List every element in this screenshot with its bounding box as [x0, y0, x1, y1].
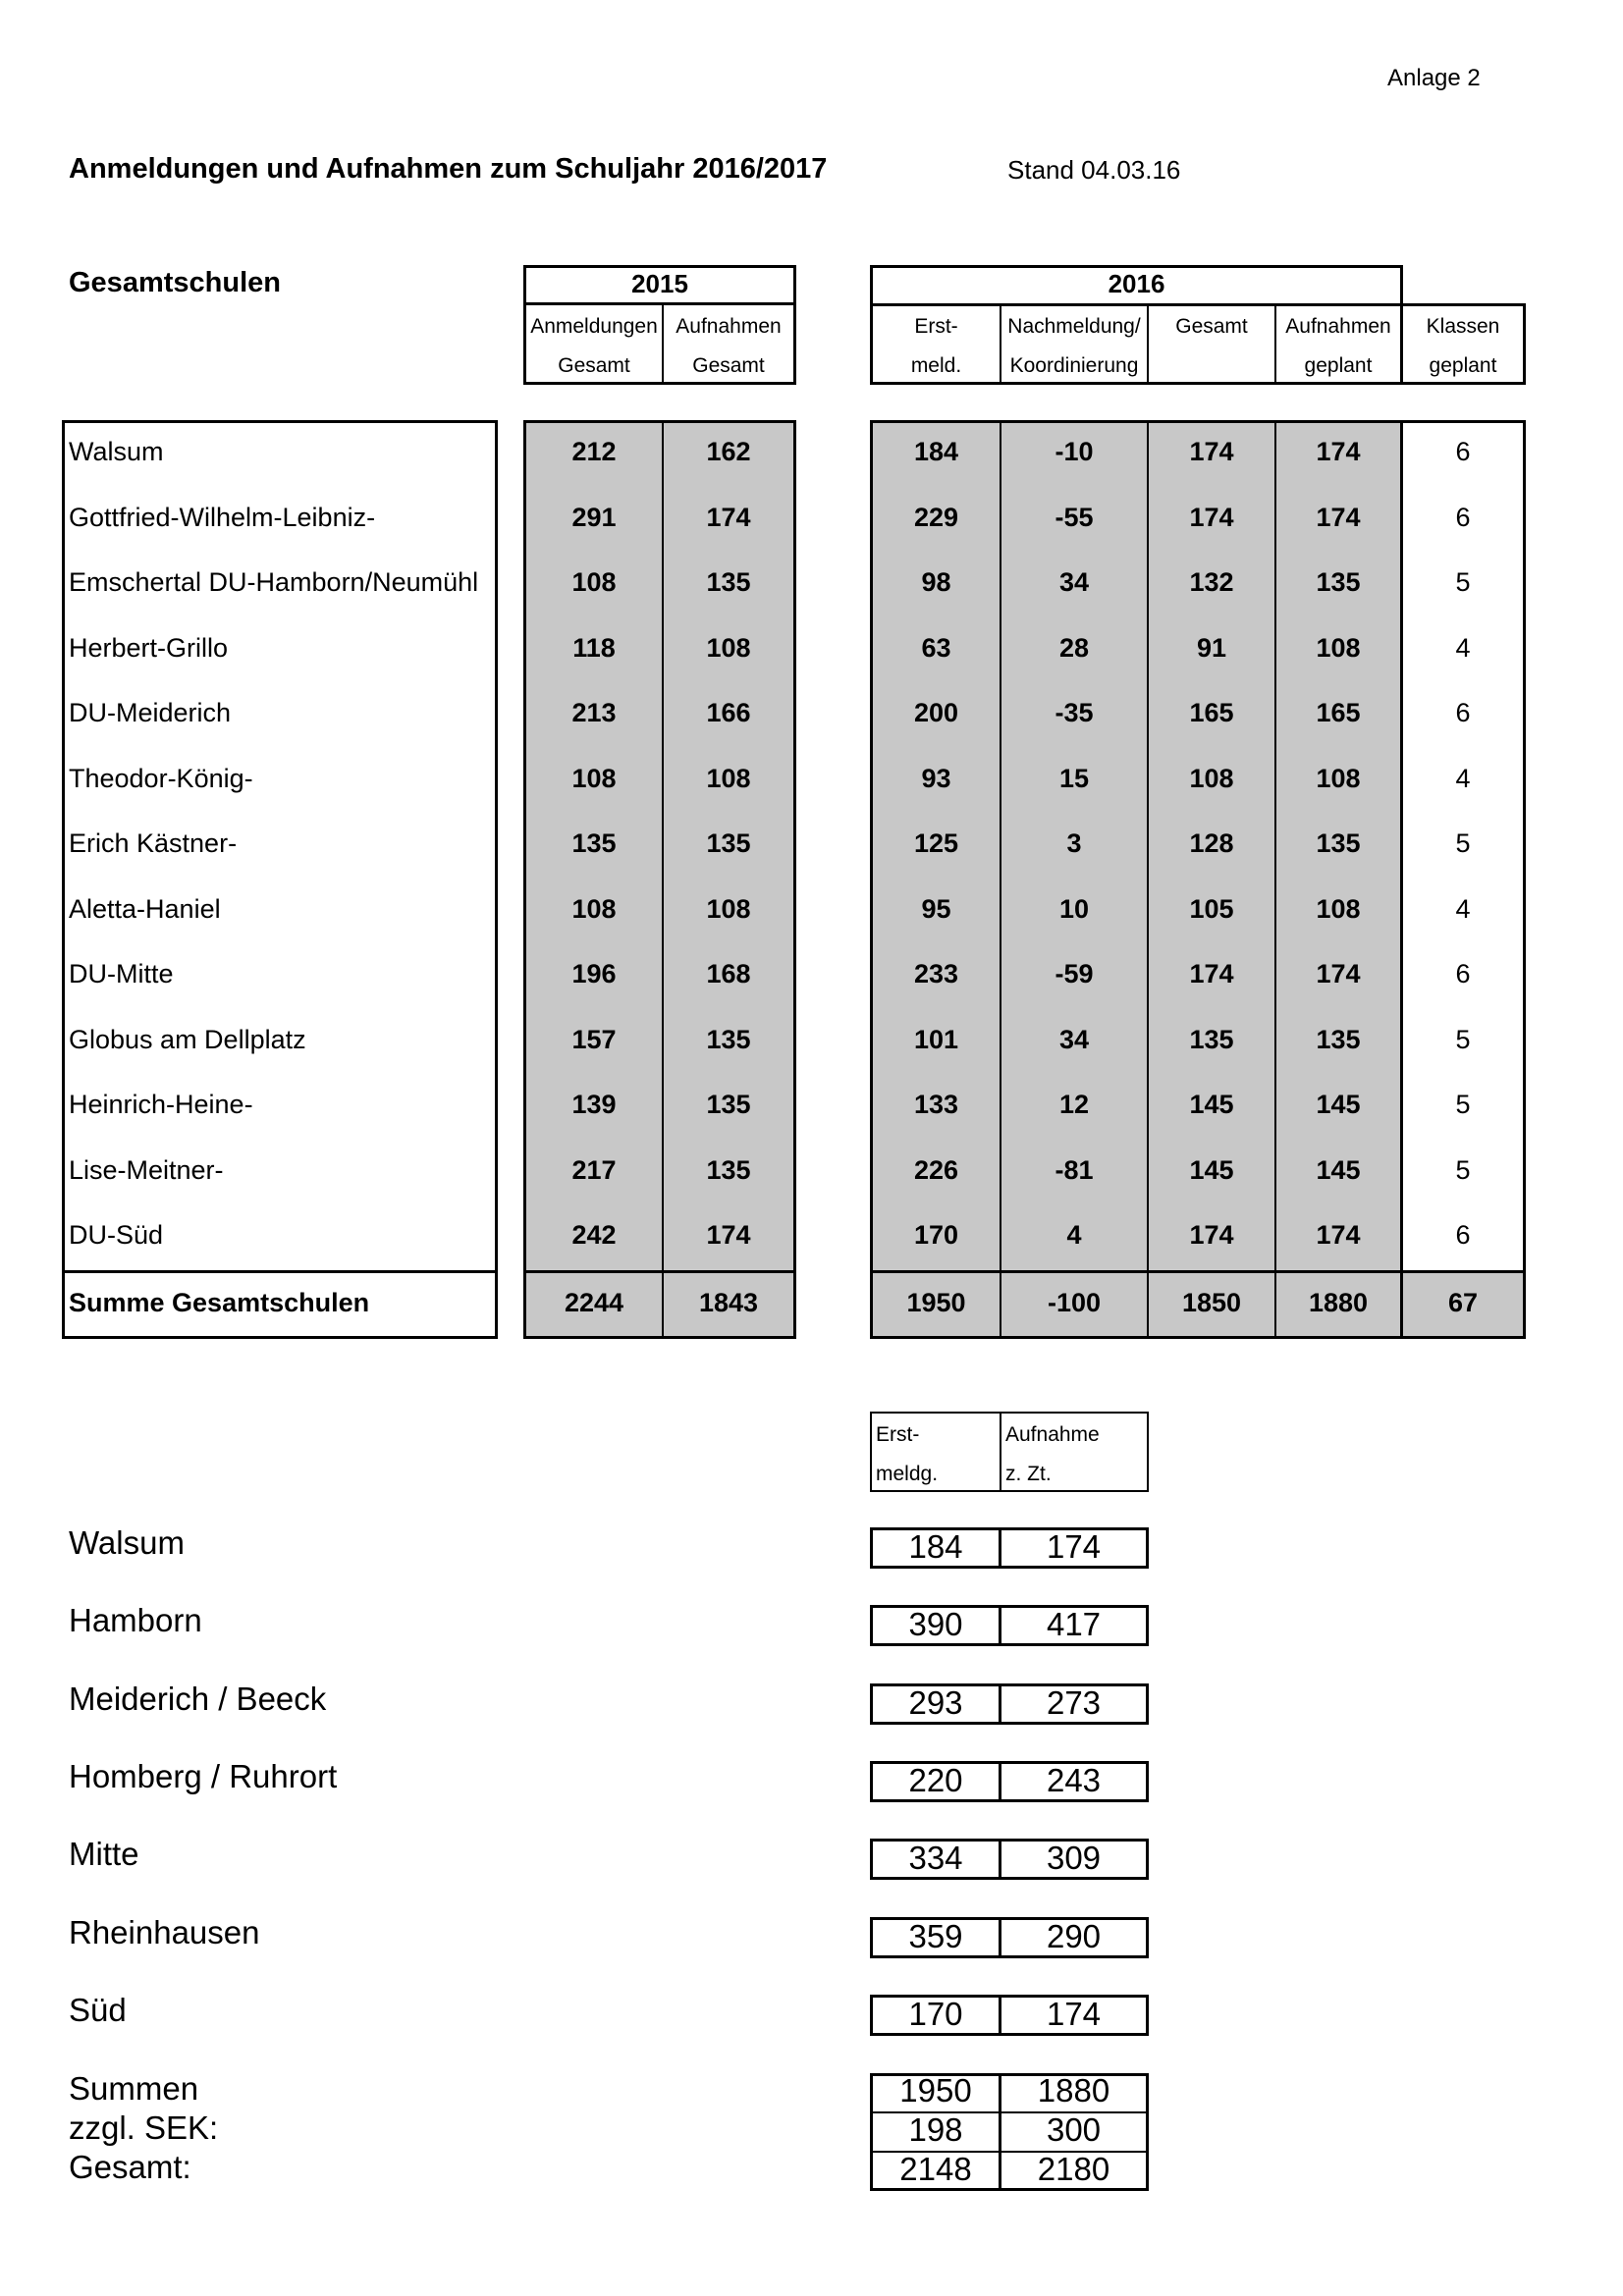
- table-cell: 174: [1316, 959, 1361, 988]
- data-2015-frame: [523, 420, 796, 1339]
- table-cell: 6: [1455, 1220, 1471, 1250]
- table-cell: 133: [913, 1090, 959, 1119]
- region-name: Walsum: [69, 1524, 185, 1561]
- table-cell: 6: [1455, 959, 1471, 988]
- table-cell: 4: [1455, 764, 1471, 793]
- school-name: Heinrich-Heine-: [69, 1090, 253, 1119]
- table-cell: 168: [706, 959, 751, 988]
- table-cell: 118: [572, 633, 616, 663]
- table-cell: 135: [706, 1025, 751, 1054]
- table-cell: 174: [1189, 503, 1234, 532]
- header-c2a: Aufnahmen: [676, 315, 782, 338]
- table-cell: 6: [1455, 503, 1471, 532]
- table-cell: -35: [1055, 698, 1094, 727]
- table-cell: 217: [571, 1155, 617, 1185]
- table-cell: 165: [1189, 698, 1234, 727]
- table-cell: 108: [1316, 633, 1361, 663]
- table-cell: 174: [706, 503, 751, 532]
- sum-cell-5: 1880: [1308, 1288, 1369, 1317]
- header-c6a: Aufnahmen: [1285, 315, 1391, 338]
- small-header-divider: [1000, 1412, 1001, 1492]
- small-header-c2b: z. Zt.: [1005, 1463, 1052, 1485]
- region-erstmeldung: 293: [908, 1684, 963, 1721]
- data-2016-div-3: [1274, 420, 1276, 1339]
- header-year-2015: 2015: [631, 269, 688, 298]
- table-cell: 212: [571, 437, 617, 466]
- names-sum-divider: [62, 1270, 498, 1273]
- table-cell: 108: [571, 894, 617, 924]
- table-cell: 34: [1058, 567, 1090, 597]
- page-title: Anmeldungen und Aufnahmen zum Schuljahr 2016/2017: [69, 153, 828, 185]
- region-aufnahme: 309: [1046, 1840, 1102, 1876]
- sum-cell-2: 1950: [906, 1288, 966, 1317]
- table-cell: 5: [1455, 567, 1471, 597]
- sum-cell-6: 67: [1447, 1288, 1479, 1317]
- small-header-c1a: Erst-: [876, 1423, 920, 1446]
- sum-cell-4: 1850: [1181, 1288, 1242, 1317]
- table-cell: 128: [1189, 828, 1234, 858]
- region-erstmeldung: 359: [908, 1918, 963, 1954]
- header-c4b: Koordinierung: [1009, 354, 1139, 377]
- table-cell: 213: [571, 698, 617, 727]
- region-name: Homberg / Ruhrort: [69, 1758, 338, 1794]
- header-2015-divider: [523, 302, 796, 305]
- school-name: Emschertal DU-Hamborn/Neumühl: [69, 567, 479, 597]
- names-frame: [62, 420, 498, 1339]
- region-name: Meiderich / Beeck: [69, 1681, 327, 1717]
- table-cell: 174: [1189, 437, 1234, 466]
- table-cell: 291: [571, 503, 617, 532]
- table-cell: 93: [921, 764, 951, 793]
- table-cell: 135: [706, 1090, 751, 1119]
- table-cell: 145: [1189, 1090, 1234, 1119]
- header-c5a: Gesamt: [1175, 315, 1248, 338]
- table-cell: 5: [1455, 828, 1471, 858]
- table-cell: 4: [1455, 894, 1471, 924]
- table-cell: 3: [1066, 828, 1082, 858]
- small-header-c1b: meldg.: [876, 1463, 939, 1485]
- table-cell: -55: [1055, 503, 1094, 532]
- table-cell: 174: [1316, 1220, 1361, 1250]
- region-erstmeldung: 390: [908, 1606, 963, 1642]
- school-name: Gottfried-Wilhelm-Leibniz-: [69, 503, 376, 532]
- header-c7a: Klassen: [1426, 315, 1500, 338]
- region-name: Hamborn: [69, 1602, 202, 1638]
- table-cell: 174: [1189, 959, 1234, 988]
- table-cell: 108: [706, 894, 751, 924]
- table-cell: 5: [1455, 1025, 1471, 1054]
- table-cell: 242: [571, 1220, 617, 1250]
- school-name: Walsum: [69, 437, 164, 466]
- table-cell: 108: [1316, 894, 1361, 924]
- table-cell: 6: [1455, 437, 1471, 466]
- header-c4a: Nachmeldung/: [1007, 315, 1141, 338]
- table-cell: -59: [1055, 959, 1094, 988]
- table-cell: 108: [1316, 764, 1361, 793]
- table-cell: 165: [1316, 698, 1361, 727]
- table-cell: 174: [1316, 503, 1361, 532]
- region-erstmeldung: 170: [908, 1996, 963, 2032]
- totals-erstmeldung: 2148: [899, 2151, 972, 2187]
- school-name: Erich Kästner-: [69, 828, 238, 858]
- table-cell: -10: [1055, 437, 1094, 466]
- header-c7b: geplant: [1429, 354, 1497, 377]
- table-cell: 162: [706, 437, 751, 466]
- sum-row-name: Summe Gesamtschulen: [69, 1288, 370, 1317]
- data-2015-sum-divider: [523, 1270, 796, 1273]
- region-erstmeldung: 184: [908, 1528, 963, 1565]
- anlage-label: Anlage 2: [1387, 65, 1481, 91]
- section-title: Gesamtschulen: [69, 267, 281, 298]
- table-cell: 6: [1455, 698, 1471, 727]
- table-cell: 4: [1066, 1220, 1082, 1250]
- region-name: Rheinhausen: [69, 1914, 260, 1950]
- totals-name: Summen: [69, 2070, 199, 2107]
- table-cell: 145: [1189, 1155, 1234, 1185]
- school-name: DU-Mitte: [69, 959, 174, 988]
- totals-aufnahme: 1880: [1037, 2072, 1110, 2109]
- table-cell: 174: [706, 1220, 751, 1250]
- table-cell: 166: [706, 698, 751, 727]
- table-cell: 135: [1316, 828, 1361, 858]
- table-cell: 174: [1316, 437, 1361, 466]
- table-cell: 63: [921, 633, 951, 663]
- table-cell: 125: [913, 828, 959, 858]
- region-aufnahme: 290: [1046, 1918, 1102, 1954]
- totals-name: Gesamt:: [69, 2149, 191, 2185]
- table-cell: 184: [913, 437, 959, 466]
- header-c6b: geplant: [1304, 354, 1373, 377]
- region-aufnahme: 273: [1046, 1684, 1102, 1721]
- table-cell: 12: [1058, 1090, 1090, 1119]
- region-aufnahme: 174: [1046, 1996, 1102, 2032]
- table-cell: 135: [571, 828, 617, 858]
- header-c1b: Gesamt: [558, 354, 630, 377]
- table-cell: 101: [913, 1025, 959, 1054]
- header-c3a: Erst-: [914, 315, 958, 338]
- region-name: Süd: [69, 1992, 127, 2028]
- region-aufnahme: 174: [1046, 1528, 1102, 1565]
- school-name: Lise-Meitner-: [69, 1155, 224, 1185]
- table-cell: 226: [913, 1155, 959, 1185]
- school-name: DU-Süd: [69, 1220, 164, 1250]
- table-cell: 108: [706, 764, 751, 793]
- sum-cell-0: 2244: [564, 1288, 624, 1317]
- table-cell: 170: [913, 1220, 959, 1250]
- table-cell: 139: [571, 1090, 617, 1119]
- table-cell: 91: [1196, 633, 1227, 663]
- table-cell: 108: [571, 567, 617, 597]
- header-c1a: Anmeldungen: [530, 315, 658, 338]
- table-cell: 108: [571, 764, 617, 793]
- table-cell: 34: [1058, 1025, 1090, 1054]
- region-erstmeldung: 334: [908, 1840, 963, 1876]
- school-name: Globus am Dellplatz: [69, 1025, 306, 1054]
- table-cell: 229: [913, 503, 959, 532]
- header-year-2016: 2016: [1108, 269, 1165, 298]
- table-cell: 108: [706, 633, 751, 663]
- table-cell: 10: [1058, 894, 1090, 924]
- table-cell: 157: [571, 1025, 617, 1054]
- data-2016-div-2: [1147, 420, 1149, 1339]
- sum-cell-1: 1843: [698, 1288, 759, 1317]
- small-header-c2a: Aufnahme: [1005, 1423, 1100, 1446]
- totals-aufnahme: 300: [1046, 2111, 1102, 2148]
- table-cell: 200: [913, 698, 959, 727]
- table-cell: 135: [1316, 567, 1361, 597]
- school-name: Herbert-Grillo: [69, 633, 229, 663]
- region-name: Mitte: [69, 1836, 139, 1872]
- header-c2b: Gesamt: [692, 354, 765, 377]
- table-cell: 95: [921, 894, 951, 924]
- totals-erstmeldung: 198: [908, 2111, 963, 2148]
- table-cell: 145: [1316, 1090, 1361, 1119]
- table-cell: 132: [1189, 567, 1234, 597]
- table-cell: 4: [1455, 633, 1471, 663]
- table-cell: 135: [1189, 1025, 1234, 1054]
- totals-erstmeldung: 1950: [899, 2072, 972, 2109]
- region-aufnahme: 243: [1046, 1762, 1102, 1798]
- table-cell: -81: [1055, 1155, 1094, 1185]
- table-cell: 135: [706, 828, 751, 858]
- data-2016-sum-divider: [870, 1270, 1526, 1273]
- totals-aufnahme: 2180: [1037, 2151, 1110, 2187]
- table-cell: 98: [921, 567, 951, 597]
- data-2016-div-4: [1400, 420, 1403, 1339]
- table-cell: 135: [706, 1155, 751, 1185]
- table-cell: 135: [706, 567, 751, 597]
- totals-name: zzgl. SEK:: [69, 2109, 219, 2146]
- table-cell: 28: [1058, 633, 1090, 663]
- region-erstmeldung: 220: [908, 1762, 963, 1798]
- school-name: Aletta-Haniel: [69, 894, 221, 924]
- region-aufnahme: 417: [1046, 1606, 1102, 1642]
- table-cell: 5: [1455, 1090, 1471, 1119]
- header-c3b: meld.: [910, 354, 962, 377]
- stand-date: Stand 04.03.16: [1007, 155, 1181, 185]
- table-cell: 15: [1058, 764, 1090, 793]
- data-2016-div-1: [1000, 420, 1001, 1339]
- table-cell: 174: [1189, 1220, 1234, 1250]
- school-name: Theodor-König-: [69, 764, 253, 793]
- sum-cell-3: -100: [1047, 1288, 1102, 1317]
- table-cell: 105: [1189, 894, 1234, 924]
- table-cell: 135: [1316, 1025, 1361, 1054]
- data-2015-col-divider: [662, 420, 664, 1339]
- school-name: DU-Meiderich: [69, 698, 232, 727]
- table-cell: 233: [913, 959, 959, 988]
- table-cell: 196: [571, 959, 617, 988]
- table-cell: 108: [1189, 764, 1234, 793]
- table-cell: 5: [1455, 1155, 1471, 1185]
- table-cell: 145: [1316, 1155, 1361, 1185]
